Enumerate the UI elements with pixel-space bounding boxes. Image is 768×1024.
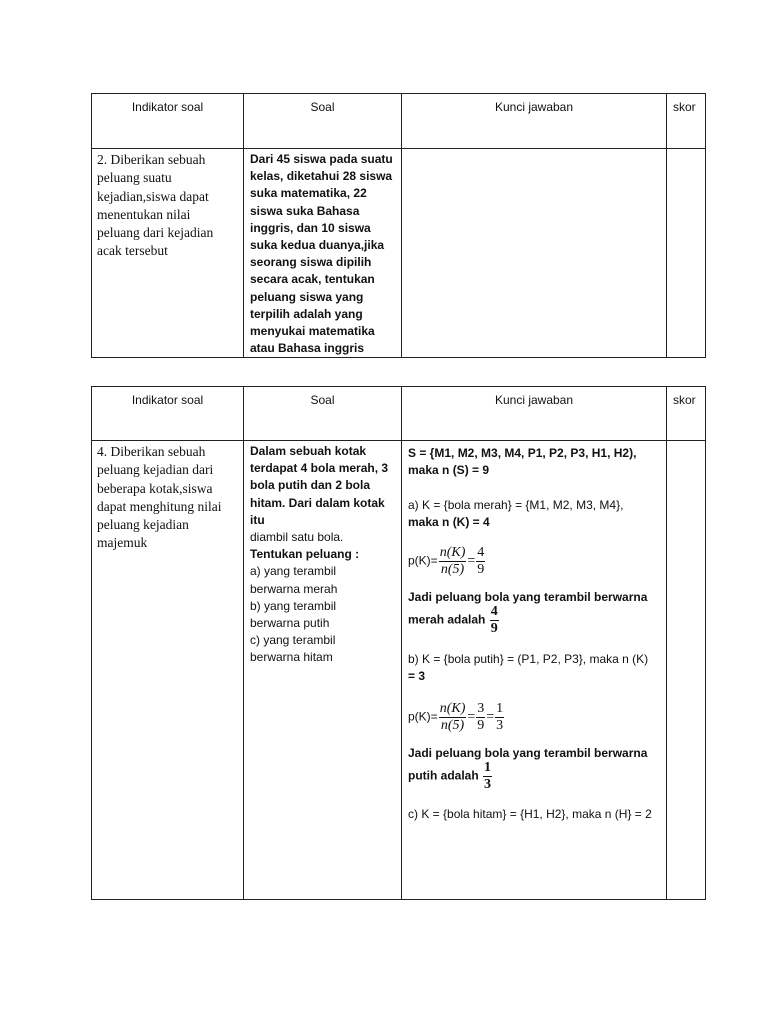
header-indikator: Indikator soal (92, 387, 244, 441)
soal-line: seorang siswa dipilih (250, 255, 372, 270)
question-table-4 (91, 386, 706, 900)
soal-line: itu (250, 512, 265, 527)
soal-line: inggris, dan 10 siswa (250, 220, 371, 235)
indikator-line: 2. Diberikan sebuah (97, 152, 206, 167)
answer-c-line: c) K = {bola hitam} = {H1, H2}, maka n (H} = 2 (408, 807, 652, 821)
indikator-line: peluang dari kejadian (97, 225, 214, 241)
p-label: p(K)= (408, 553, 438, 568)
indikator-cell (92, 441, 244, 900)
indikator-cell (92, 149, 244, 358)
soal-line: terpilih adalah yang (250, 306, 363, 321)
indikator-line: acak tersebut (97, 243, 168, 259)
conclusion-a-line: Jadi peluang bola yang terambil berwarna (408, 590, 648, 604)
header-row (92, 387, 706, 441)
header-skor: skor (667, 387, 706, 441)
soal-line: berwarna hitam (250, 650, 333, 665)
fraction-4-9: $\frac{4}{9}$ (477, 545, 485, 577)
indikator-line: peluang kejadian dari (97, 462, 214, 478)
soal-line: a) yang terambil (250, 564, 337, 579)
fraction-4-9: $\frac{4}{9}$ (490, 604, 498, 636)
indikator-line: peluang kejadian (97, 517, 189, 533)
p-label: p(K)= (408, 709, 438, 724)
soal-line: hitam. Dari dalam kotak (250, 495, 385, 510)
indikator-line: 4. Diberikan sebuah (97, 444, 206, 459)
indikator-line: kejadian,siswa dapat (97, 188, 209, 204)
question-row (92, 149, 706, 358)
answer-b-count: = 3 (408, 669, 426, 683)
indikator-line: menentukan nilai (97, 206, 191, 222)
header-soal: Soal (244, 94, 402, 149)
header-kunci: Kunci jawaban (402, 94, 667, 149)
indikator-line: beberapa kotak,siswa (97, 480, 213, 496)
soal-line: Dalam sebuah kotak (250, 444, 367, 458)
fraction-1-3: $\frac{1}{3}$ (496, 701, 504, 733)
header-skor: skor (667, 94, 706, 149)
soal-line: Tentukan peluang : (250, 547, 360, 562)
soal-cell (244, 441, 402, 900)
soal-line: peluang siswa yang (250, 289, 364, 304)
indikator-line: majemuk (97, 535, 148, 551)
answer-a-line: a) K = {bola merah} = {M1, M2, M3, M4}, (408, 498, 624, 512)
skor-cell (667, 441, 706, 900)
fraction-nk-n5: $\frac{n(K)}{n(5)}$ (439, 701, 466, 733)
soal-line: terdapat 4 bola merah, 3 (250, 461, 389, 476)
answer-b-line: b) K = {bola putih} = (P1, P2, P3}, maka n (K) (408, 652, 649, 666)
soal-cell (244, 149, 402, 358)
soal-line: siswa suka Bahasa (250, 203, 360, 218)
fraction-1-3: $\frac{1}{3}$ (484, 760, 492, 792)
soal-line: berwarna putih (250, 616, 330, 631)
conclusion-a-value: merah adalah $\frac{4}{9}$ (408, 604, 498, 636)
soal-line: diambil satu bola. (250, 530, 344, 545)
indikator-line: dapat menghitung nilai (97, 498, 222, 514)
soal-line: atau Bahasa inggris (250, 341, 365, 356)
soal-line: berwarna merah (250, 581, 338, 596)
header-indikator: Indikator soal (92, 94, 244, 149)
conclusion-b-line: Jadi peluang bola yang terambil berwarna (408, 746, 648, 760)
header-row (92, 94, 706, 149)
soal-line: c) yang terambil (250, 633, 336, 648)
header-kunci: Kunci jawaban (402, 387, 667, 441)
soal-line: suka matematika, 22 (250, 186, 367, 201)
question-table-2 (91, 93, 706, 358)
header-soal: Soal (244, 387, 402, 441)
soal-line: bola putih dan 2 bola (250, 478, 370, 493)
fraction-3-9: $\frac{3}{9}$ (477, 701, 485, 733)
kunci-cell (402, 441, 667, 900)
soal-line: secara acak, tentukan (250, 272, 375, 287)
soal-line: menyukai matematika (250, 324, 375, 339)
fraction-nk-n5: $\frac{n(K)}{n(5)}$ (439, 545, 466, 577)
sample-space-line: S = {M1, M2, M3, M4, P1, P2, P3, H1, H2), (408, 446, 637, 460)
soal-line: suka kedua duanya,jika (250, 238, 385, 253)
formula-a: p(K)= $\frac{n(K)}{n(5)}$ = $\frac{4}{9}$ (408, 545, 485, 577)
soal-line: b) yang terambil (250, 598, 337, 613)
kunci-cell (402, 149, 667, 358)
soal-line: Dari 45 siswa pada suatu (250, 152, 393, 166)
skor-cell (667, 149, 706, 358)
soal-line: kelas, diketahui 28 siswa (250, 169, 393, 184)
indikator-line: peluang suatu (97, 170, 172, 186)
question-row (92, 441, 706, 900)
answer-a-count: maka n (K) = 4 (408, 515, 490, 529)
formula-b: p(K)= $\frac{n(K)}{n(5)}$ = $\frac{3}{9}$ = $\frac{1}{3}$ (408, 701, 504, 733)
conclusion-b-value: putih adalah $\frac{1}{3}$ (408, 760, 492, 792)
sample-space-count: maka n (S) = 9 (408, 463, 490, 477)
